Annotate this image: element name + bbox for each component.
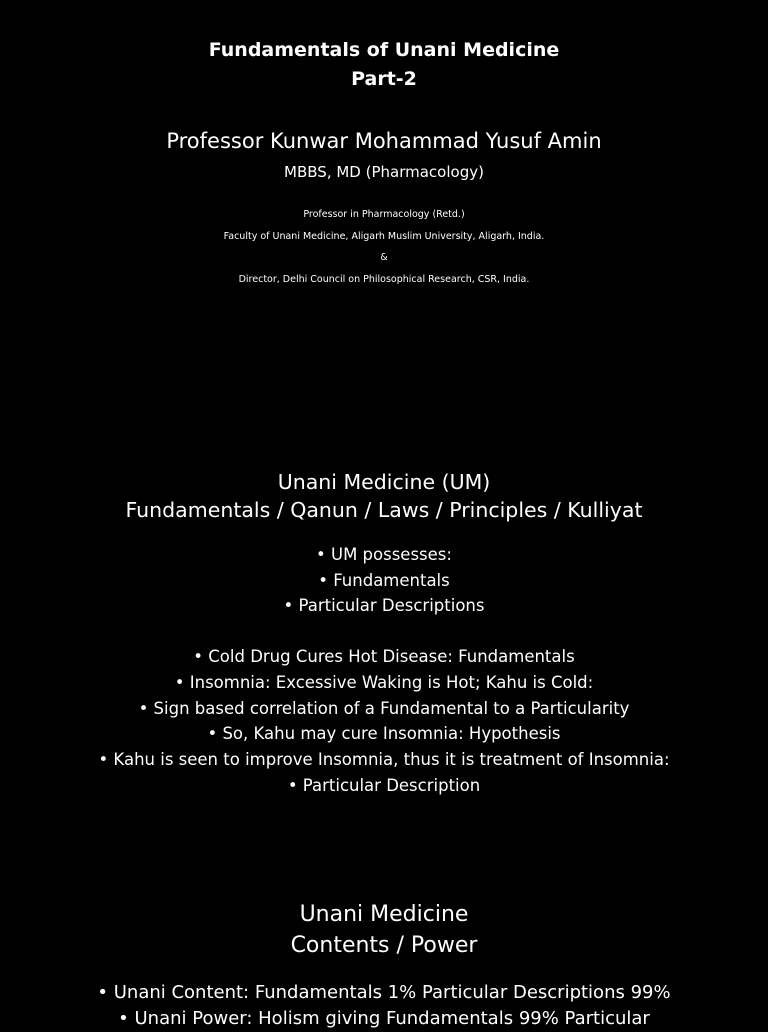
presentation-title [0,36,768,94]
bullet-list [0,644,768,798]
author-name: Professor Kunwar Mohammad Yusuf Amin [166,129,602,153]
slide-title [0,468,768,524]
bullet-item: • Particular Descriptions [283,596,485,616]
title-line: Unani Medicine [299,902,469,927]
bullet-list [0,542,768,619]
title-line: Fundamentals of Unani Medicine [208,39,560,61]
title-slide [0,36,768,290]
title-line: Part-2 [351,68,417,90]
affiliation-line: & [380,252,388,263]
bullet-item: • Fundamentals [318,570,450,590]
bullet-item: • Unani Content: Fundamentals 1% Particular Descriptions 99% [97,982,671,1003]
fundamentals-slide [0,468,768,798]
contents-power-slide [0,899,768,1032]
bullet-item: • Sign based correlation of a Fundamental to a Particularity [138,698,630,718]
title-line: Fundamentals / Qanun / Laws / Principles / Kulliyat [125,498,643,522]
bullet-item: • Cold Drug Cures Hot Disease: Fundamentals [193,647,575,667]
title-line: Unani Medicine (UM) [277,470,491,494]
bullet-item: • UM possesses: [316,545,452,564]
title-line: Contents / Power [290,933,478,958]
affiliation-line: Director, Delhi Council on Philosophical Research, CSR, India. [238,273,530,285]
affiliation-line: Professor in Pharmacology (Retd.) [303,209,465,220]
bullet-item: • So, Kahu may cure Insomnia: Hypothesis [207,724,561,744]
bullet-list [0,980,768,1032]
bullet-item: • Unani Power: Holism giving Fundamentals 99% Particular [118,1008,650,1029]
bullet-item: • Insomnia: Excessive Waking is Hot; Kahu is Cold: [174,672,594,692]
affiliation-line: Faculty of Unani Medicine, Aligarh Muslim University, Aligarh, India. [223,230,545,242]
bullet-item: • Particular Description [287,775,481,795]
author-affiliation [0,204,768,290]
slide-title [0,899,768,961]
author-degrees: MBBS, MD (Pharmacology) [284,163,484,181]
bullet-item: • Kahu is seen to improve Insomnia, thus it is treatment of Insomnia: [98,749,670,769]
